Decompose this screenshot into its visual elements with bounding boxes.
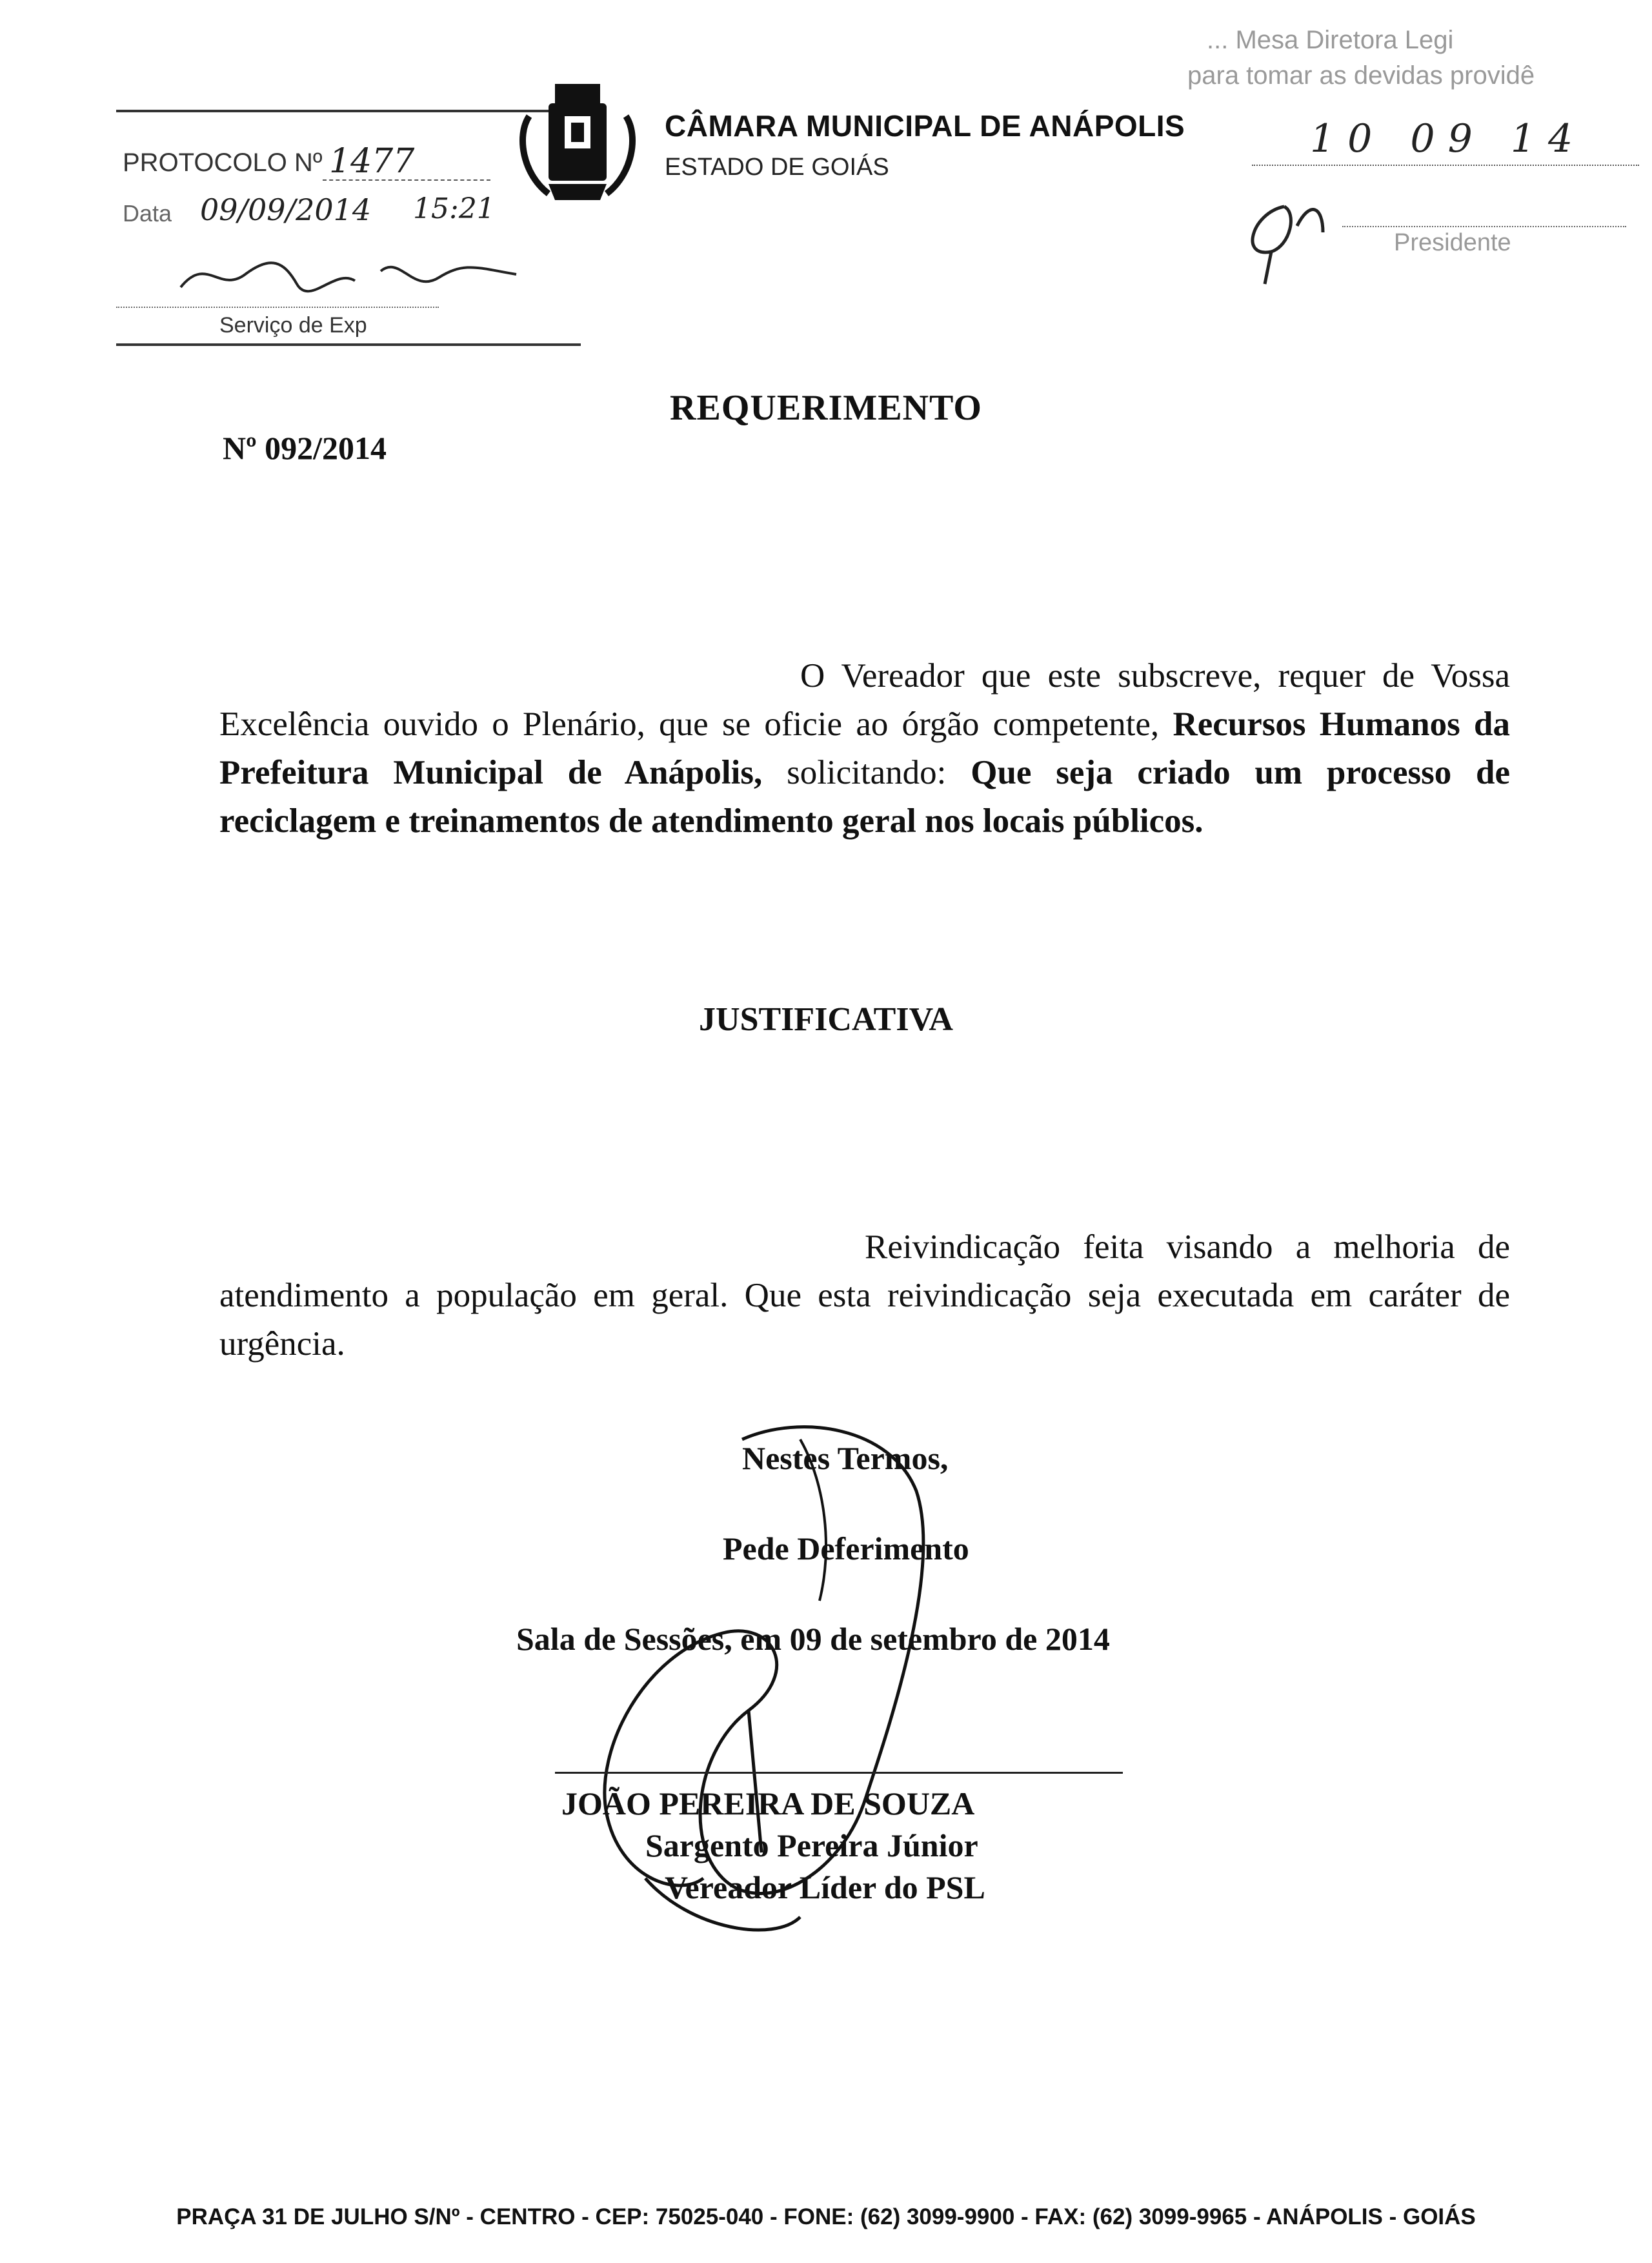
closing-request: Pede Deferimento [723,1530,969,1567]
clerk-signature-icon [168,249,529,307]
justification-text: Reivindicação feita visando a melhoria de atendimento a população em geral. Que esta reivindicação seja executada em caráter de urgência. [219,1228,1510,1363]
dispatch-date: 10 09 14 [1310,116,1586,161]
body-recipient: Recursos Humanos da Prefeitura Municipal de Anápolis, [219,705,1510,791]
dispatch-line-1: ... Mesa Diretora Legi [1207,26,1454,54]
protocol-section: Serviço de Exp [219,313,367,338]
body-intro: O Vereador que este subscreve, requer de Vossa Excelência ouvido o Plenário, que se oficie ao órgão competente, [219,657,1510,743]
signatory-role: Vereador Líder do PSL [665,1869,985,1905]
protocol-label: PROTOCOLO Nº [123,148,323,177]
protocol-date-label: Data [123,200,172,227]
closing-terms: Nestes Termos, [742,1440,949,1476]
signatory-name: JOÃO PEREIRA DE SOUZA [561,1785,975,1822]
dispatch-role: Presidente [1394,229,1511,256]
signature-line [555,1772,1123,1774]
header-title: CÂMARA MUNICIPAL DE ANÁPOLIS [665,109,1185,143]
protocol-time: 15:21 [413,192,495,225]
dispatch-stamp [1187,19,1652,278]
president-signature-icon [1226,187,1355,290]
justification-body [219,1223,1510,1368]
body-request: Que seja criado um processo de reciclagem e treinamentos de atendimento geral nos locais públicos. [219,754,1511,840]
document-number: Nº 092/2014 [223,430,387,466]
dispatch-line-2: para tomar as devidas providê [1187,61,1535,90]
header-subtitle: ESTADO DE GOIÁS [665,154,889,181]
signatory-alias: Sargento Pereira Júnior [645,1827,978,1863]
request-body [219,652,1510,846]
body-middle: solicitando: [787,754,947,791]
footer-address: PRAÇA 31 DE JULHO S/Nº - CENTRO - CEP: 75025-040 - FONE: (62) 3099-9900 - FAX: (62) 3099-9965 - ANÁPOLIS - GOIÁS [176,2204,1476,2229]
document-title: REQUERIMENTO [670,388,982,428]
coat-of-arms-icon [510,77,645,207]
protocol-date: 09/09/2014 [200,192,372,227]
place-and-date: Sala de Sessões, em 09 de setembro de 2014 [516,1621,1110,1657]
protocol-number: 1477 [329,142,415,181]
justification-title: JUSTIFICATIVA [699,1001,953,1038]
